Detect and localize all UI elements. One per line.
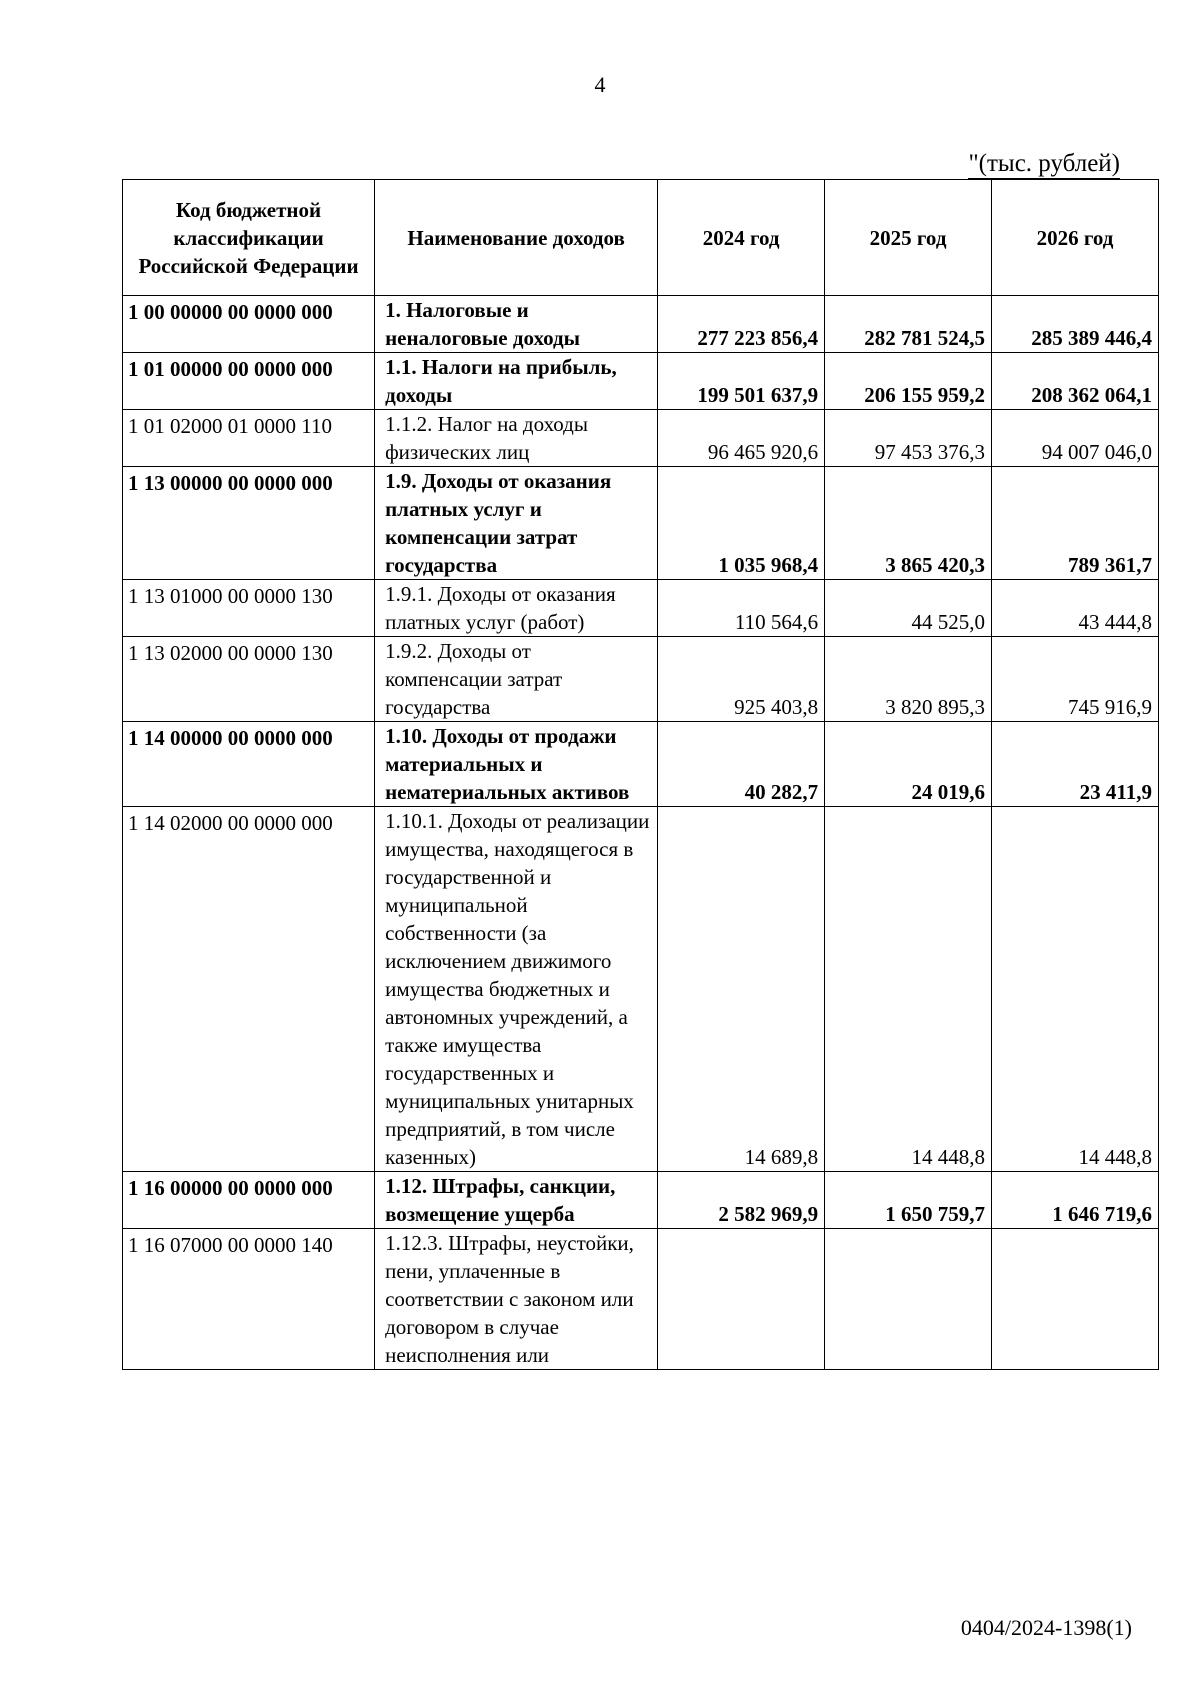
- cell-2026: 43 444,8: [992, 580, 1159, 637]
- cell-code: 1 14 02000 00 0000 000: [123, 807, 375, 1172]
- cell-2025: 282 781 524,5: [825, 296, 992, 353]
- cell-2024: 1 035 968,4: [658, 467, 825, 580]
- cell-code: 1 16 07000 00 0000 140: [123, 1229, 375, 1370]
- table-row: [123, 722, 1159, 807]
- cell-2024: 925 403,8: [658, 637, 825, 722]
- cell-2024: [658, 1229, 825, 1370]
- cell-2025: 14 448,8: [825, 807, 992, 1172]
- cell-name: 1.9. Доходы от оказания платных услуг и компенсации затрат государства: [375, 467, 658, 580]
- cell-2026: 285 389 446,4: [992, 296, 1159, 353]
- cell-2024: 199 501 637,9: [658, 353, 825, 410]
- header-2025: 2025 год: [825, 180, 992, 296]
- cell-name: 1.1.2. Налог на доходы физических лиц: [375, 410, 658, 467]
- table-row: [123, 296, 1159, 353]
- document-number: 0404/2024-1398(1): [960, 1615, 1132, 1640]
- table-row: [123, 410, 1159, 467]
- cell-code: 1 13 00000 00 0000 000: [123, 467, 375, 580]
- cell-2024: 40 282,7: [658, 722, 825, 807]
- table-header-row: [123, 180, 1159, 296]
- cell-2024: 96 465 920,6: [658, 410, 825, 467]
- header-code: Код бюджетной классификации Российской Федерации: [123, 180, 375, 296]
- table-row: [123, 637, 1159, 722]
- cell-name: 1.12.3. Штрафы, неустойки, пени, уплаченные в соответствии с законом или договором в случае неисполнения или: [375, 1229, 658, 1370]
- cell-2025: 206 155 959,2: [825, 353, 992, 410]
- cell-name: 1.1. Налоги на прибыль, доходы: [375, 353, 658, 410]
- cell-name: 1.12. Штрафы, санкции, возмещение ущерба: [375, 1172, 658, 1229]
- header-2024: 2024 год: [658, 180, 825, 296]
- cell-name: 1.9.2. Доходы от компенсации затрат государства: [375, 637, 658, 722]
- revenue-table: [122, 179, 1159, 1370]
- cell-2024: 110 564,6: [658, 580, 825, 637]
- table-row: [123, 467, 1159, 580]
- cell-2026: 745 916,9: [992, 637, 1159, 722]
- cell-code: 1 00 00000 00 0000 000: [123, 296, 375, 353]
- table-row: [123, 1229, 1159, 1370]
- cell-code: 1 13 01000 00 0000 130: [123, 580, 375, 637]
- cell-2024: 2 582 969,9: [658, 1172, 825, 1229]
- cell-code: 1 01 02000 01 0000 110: [123, 410, 375, 467]
- cell-2026: 14 448,8: [992, 807, 1159, 1172]
- units-note: "(тыс. рублей): [968, 150, 1120, 177]
- cell-2024: 277 223 856,4: [658, 296, 825, 353]
- page-number: 4: [594, 72, 606, 97]
- cell-2026: 23 411,9: [992, 722, 1159, 807]
- table-row: [123, 580, 1159, 637]
- cell-2025: [825, 1229, 992, 1370]
- cell-code: 1 14 00000 00 0000 000: [123, 722, 375, 807]
- cell-2025: 24 019,6: [825, 722, 992, 807]
- header-name: Наименование доходов: [375, 180, 658, 296]
- table-row: [123, 353, 1159, 410]
- cell-2025: 1 650 759,7: [825, 1172, 992, 1229]
- table-row: [123, 1172, 1159, 1229]
- header-2026: 2026 год: [992, 180, 1159, 296]
- cell-name: 1. Налоговые и неналоговые доходы: [375, 296, 658, 353]
- cell-2026: 789 361,7: [992, 467, 1159, 580]
- cell-2024: 14 689,8: [658, 807, 825, 1172]
- cell-name: 1.10. Доходы от продажи материальных и нематериальных активов: [375, 722, 658, 807]
- cell-2025: 44 525,0: [825, 580, 992, 637]
- cell-2025: 97 453 376,3: [825, 410, 992, 467]
- cell-2026: [992, 1229, 1159, 1370]
- cell-code: 1 01 00000 00 0000 000: [123, 353, 375, 410]
- cell-name: 1.10.1. Доходы от реализации имущества, находящегося в государственной и муниципальной собственности (за исключением движимого имущества бюджетных и автономных учреждений, а также имущества государственных и муниципальных унитарных предприятий, в том числе казенных): [375, 807, 658, 1172]
- cell-2026: 1 646 719,6: [992, 1172, 1159, 1229]
- cell-name: 1.9.1. Доходы от оказания платных услуг (работ): [375, 580, 658, 637]
- cell-code: 1 13 02000 00 0000 130: [123, 637, 375, 722]
- cell-code: 1 16 00000 00 0000 000: [123, 1172, 375, 1229]
- cell-2026: 208 362 064,1: [992, 353, 1159, 410]
- cell-2026: 94 007 046,0: [992, 410, 1159, 467]
- cell-2025: 3 820 895,3: [825, 637, 992, 722]
- table-row: [123, 807, 1159, 1172]
- cell-2025: 3 865 420,3: [825, 467, 992, 580]
